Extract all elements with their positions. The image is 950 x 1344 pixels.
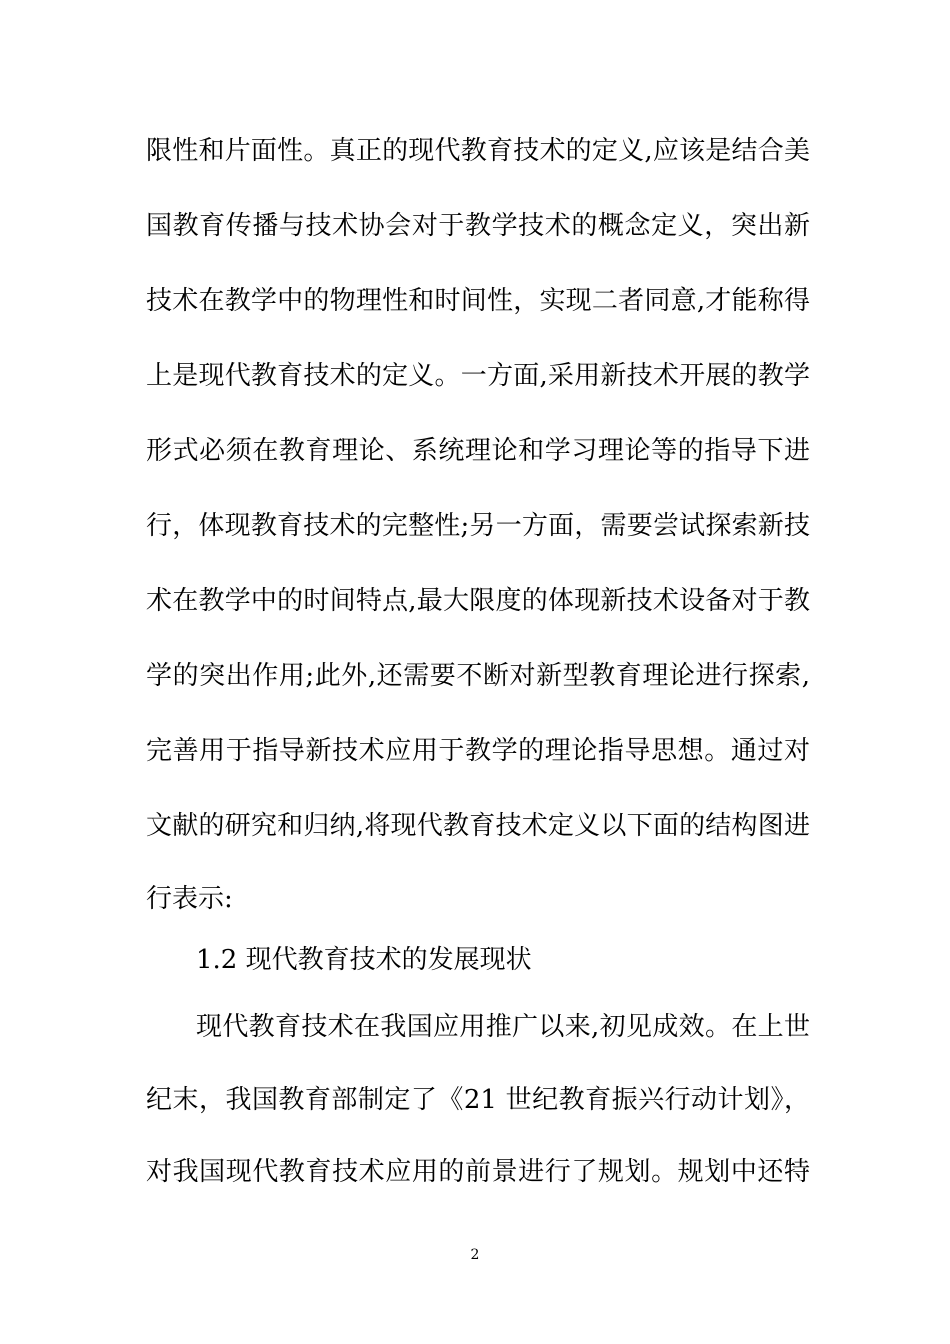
text-line: 上是现代教育技术的定义。一方面,采用新技术开展的教学 [146,361,810,391]
text-line: 行表示: [146,884,233,914]
text-line: 文献的研究和归纳,将现代教育技术定义以下面的结构图进 [146,811,810,841]
text-line: 对我国现代教育技术应用的前景进行了规划。规划中还特 [146,1157,810,1187]
text-line: 国教育传播与技术协会对于教学技术的概念定义，突出新 [146,211,810,241]
text-line: 完善用于指导新技术应用于教学的理论指导思想。通过对 [146,736,810,766]
text-line: 术在教学中的时间特点,最大限度的体现新技术设备对于教 [146,586,810,616]
text-line: 纪末，我国教育部制定了《21 世纪教育振兴行动计划》， [146,1085,810,1115]
text-line: 现代教育技术在我国应用推广以来,初见成效。在上世 [196,1012,810,1042]
text-line: 技术在教学中的物理性和时间性，实现二者同意,才能称得 [146,286,810,316]
text-line: 限性和片面性。真正的现代教育技术的定义,应该是结合美 [146,136,810,166]
text-line: 行，体现教育技术的完整性;另一方面，需要尝试探索新技 [146,511,810,541]
text-line: 形式必须在教育理论、系统理论和学习理论等的指导下进 [146,436,810,466]
page-number: 2 [470,1247,480,1263]
text-line: 学的突出作用;此外,还需要不断对新型教育理论进行探索, [146,661,810,691]
section-heading: 1.2 现代教育技术的发展现状 [196,945,532,975]
